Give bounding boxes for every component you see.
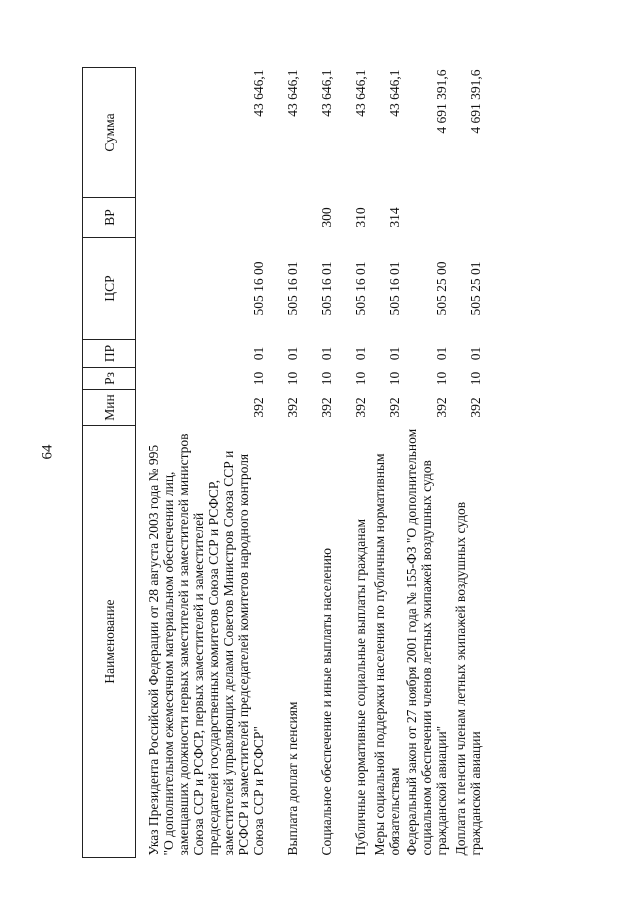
row-name: Социальное обеспечение и иные выплаты населению xyxy=(319,548,334,856)
row-pr: 01 xyxy=(434,346,449,361)
header-rz: Рз xyxy=(83,368,136,390)
row-min: 392 xyxy=(434,397,449,418)
table-row xyxy=(336,68,370,858)
row-sum: 4 691 391,6 xyxy=(468,69,483,134)
row-csr: 505 16 01 xyxy=(319,261,334,316)
row-sum: 43 646,1 xyxy=(251,69,266,117)
row-min: 392 xyxy=(319,397,334,418)
row-rz: 10 xyxy=(434,371,449,386)
table-row xyxy=(404,68,451,858)
row-sum: 43 646,1 xyxy=(319,69,334,117)
row-pr: 01 xyxy=(353,346,368,361)
budget-table xyxy=(82,67,485,858)
table-row xyxy=(302,68,336,858)
row-vr: 310 xyxy=(353,207,368,228)
row-min: 392 xyxy=(285,397,300,418)
row-vr xyxy=(451,198,485,238)
row-name: Указ Президента Российской Федерации от 28 августа 2003 года № 995 "О дополнительном ежемесячном материальном обеспечении лиц, замещавших должности первых заместителей и заместителей министров Союза ССР и РСФСР, первых заместителей и заместителей председателей государственных комитетов Союза ССР и РСФСР, заместителей управляющих делами Советов Министров Союза ССР и РСФСР и заместителей председателей комитетов народного контроля Союза ССР и РСФСР" xyxy=(146,433,266,856)
rotated-budget-table-page xyxy=(82,68,622,858)
row-pr: 01 xyxy=(285,346,300,361)
row-vr xyxy=(136,198,269,238)
row-sum: 4 691 391,6 xyxy=(434,69,449,134)
row-name: Выплата доплат к пенсиям xyxy=(285,701,300,856)
row-sum: 43 646,1 xyxy=(387,69,402,117)
row-name: Доплата к пенсии членам летных экипажей воздушных судов гражданской авиации xyxy=(453,501,483,856)
row-vr: 300 xyxy=(319,207,334,228)
header-csr: ЦСР xyxy=(83,238,136,340)
header-min: Мин xyxy=(83,390,136,426)
row-csr: 505 16 01 xyxy=(387,261,402,316)
row-rz: 10 xyxy=(387,371,402,386)
row-csr: 505 25 01 xyxy=(468,261,483,316)
table-header-row xyxy=(83,68,136,858)
table-row xyxy=(268,68,302,858)
row-rz: 10 xyxy=(285,371,300,386)
row-csr: 505 16 01 xyxy=(353,261,368,316)
row-name: Меры социальной поддержки населения по публичным нормативным обязательствам xyxy=(372,453,402,856)
row-name: Публичные нормативные социальные выплаты гражданам xyxy=(353,518,368,856)
header-sum: Сумма xyxy=(83,68,136,198)
row-sum: 43 646,1 xyxy=(353,69,368,117)
table-row xyxy=(136,68,269,858)
row-pr: 01 xyxy=(251,346,266,361)
row-csr: 505 16 00 xyxy=(251,261,266,316)
row-rz: 10 xyxy=(353,371,368,386)
row-min: 392 xyxy=(468,397,483,418)
row-pr: 01 xyxy=(319,346,334,361)
row-sum: 43 646,1 xyxy=(285,69,300,117)
row-pr: 01 xyxy=(387,346,402,361)
row-rz: 10 xyxy=(468,371,483,386)
row-rz: 10 xyxy=(319,371,334,386)
row-csr: 505 16 01 xyxy=(285,261,300,316)
row-min: 392 xyxy=(353,397,368,418)
header-name: Наименование xyxy=(83,426,136,858)
row-min: 392 xyxy=(251,397,266,418)
row-pr: 01 xyxy=(468,346,483,361)
table-row xyxy=(451,68,485,858)
header-vr: ВР xyxy=(83,198,136,238)
table-row xyxy=(370,68,404,858)
row-rz: 10 xyxy=(251,371,266,386)
row-csr: 505 25 00 xyxy=(434,261,449,316)
row-vr: 314 xyxy=(387,207,402,228)
row-vr xyxy=(268,198,302,238)
row-name: Федеральный закон от 27 ноября 2001 года № 155-ФЗ "О дополнительном социальном обеспечении членов летных экипажей воздушных судов гражданской авиации" xyxy=(404,428,449,856)
row-vr xyxy=(404,198,451,238)
row-min: 392 xyxy=(387,397,402,418)
header-pr: ПР xyxy=(83,340,136,368)
page-number: 64 xyxy=(39,444,56,460)
